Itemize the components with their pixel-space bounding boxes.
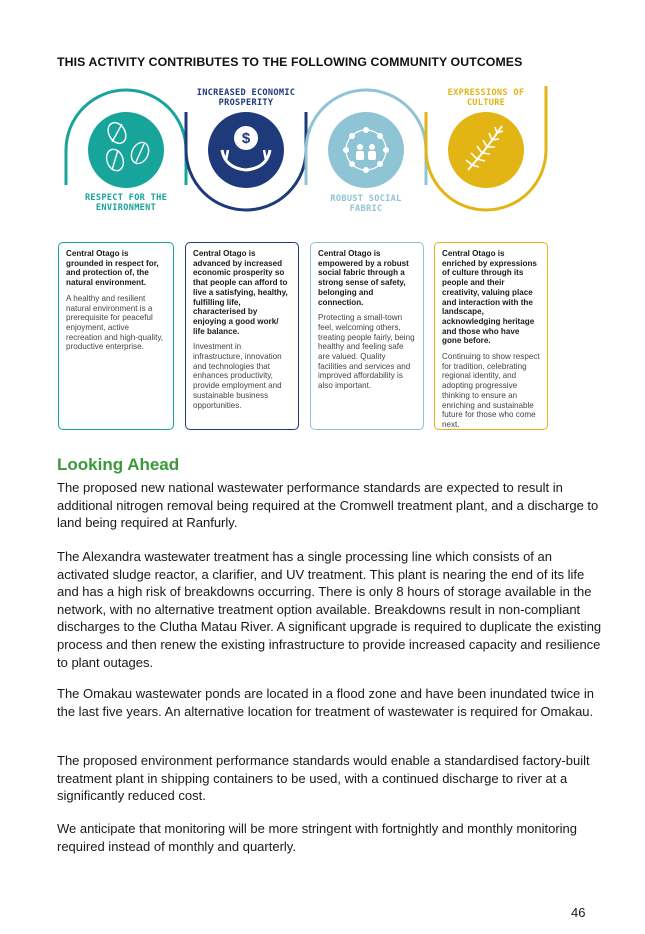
outcome-label-economic: INCREASED ECONOMIC PROSPERITY bbox=[196, 88, 296, 108]
card-lead: Central Otago is grounded in respect for, and protection of, the natural environment. bbox=[66, 249, 159, 288]
paragraph: The proposed environment performance standards would enable a standardised factory-built treatment plant in shipping containers to be used, with a continued discharge to river at a significantly reduced cost. bbox=[57, 753, 590, 804]
card-body: Investment in infrastructure, innovation and technologies that enhances productivity, provide employment and sustainable business opportunities. bbox=[193, 342, 282, 410]
fern-icon bbox=[448, 112, 524, 188]
outcome-card-environment bbox=[58, 242, 174, 430]
people-network-icon bbox=[328, 112, 404, 188]
paragraph: The Alexandra wastewater treatment has a single processing line which consists of an activated sludge reactor, a clarifier, and UV treatment. This plant is nearing the end of its life and has a high risk of breakdowns occurring. There is only 8 hours of storage available in the network, with no alternative treatment option available. Breakdowns result in non-compliant discharges to the Clutha Matau River. A significant upgrade is required to duplicate the existing process and then renew the existing infrastructure to provide increased capacity and resilience to plant outages. bbox=[57, 549, 602, 670]
card-body: A healthy and resilient natural environment is a prerequisite for peaceful enjoyment, active recreation and high-quality, productive enterprise. bbox=[66, 293, 164, 352]
page-number: 46 bbox=[571, 905, 586, 920]
section-title: Looking Ahead bbox=[57, 455, 180, 474]
svg-text:$: $ bbox=[241, 130, 251, 147]
outcome-label-social: ROBUST SOCIAL FABRIC bbox=[330, 194, 402, 214]
leaves-icon bbox=[88, 112, 164, 188]
dollar-hands-icon bbox=[208, 112, 284, 188]
paragraph: The proposed new national wastewater performance standards are expected to result in additional nitrogen removal being required at the Cromwell treatment plant, and a discharge to land being required at Ranfurly. bbox=[57, 480, 599, 531]
outcome-card-social bbox=[310, 242, 424, 430]
paragraph: We anticipate that monitoring will be more stringent with fortnightly and monthly monitoring required instead of monthly and quarterly. bbox=[57, 821, 578, 854]
outcome-label-culture: EXPRESSIONS OF CULTURE bbox=[447, 88, 525, 108]
outcome-label-environment: RESPECT FOR THE ENVIRONMENT bbox=[84, 193, 168, 213]
outcomes-heading: THIS ACTIVITY CONTRIBUTES TO THE FOLLOWING COMMUNITY OUTCOMES bbox=[57, 55, 523, 69]
card-body: Protecting a small-town feel, welcoming others, treating people fairly, being healthy and feeling safe are valued. Quality facilities and services and improved affordability is also important. bbox=[318, 313, 415, 391]
card-body: Continuing to show respect for tradition, celebrating regional identity, and adopting progressive thinking to ensure an enriching and sustainable future for those who come next. bbox=[442, 352, 540, 429]
card-lead: Central Otago is enriched by expressions of culture through its people and their creativity, valuing place and interaction with the landscape, acknowledging heritage and those who have gone before. bbox=[442, 249, 537, 346]
paragraph: The Omakau wastewater ponds are located in a flood zone and have been inundated twice in the last five years. An alternative location for treatment of wastewater is required for Omakau. bbox=[57, 686, 594, 719]
outcome-card-economic bbox=[185, 242, 299, 430]
card-lead: Central Otago is advanced by increased economic prosperity so that people can afford to live a satisfying, healthy, fulfilling life, characterised by enjoying a good work/ life balance. bbox=[193, 249, 288, 336]
outcome-card-culture bbox=[434, 242, 548, 430]
card-lead: Central Otago is empowered by a robust social fabric through a strong sense of safety, belonging and connection. bbox=[318, 249, 409, 307]
